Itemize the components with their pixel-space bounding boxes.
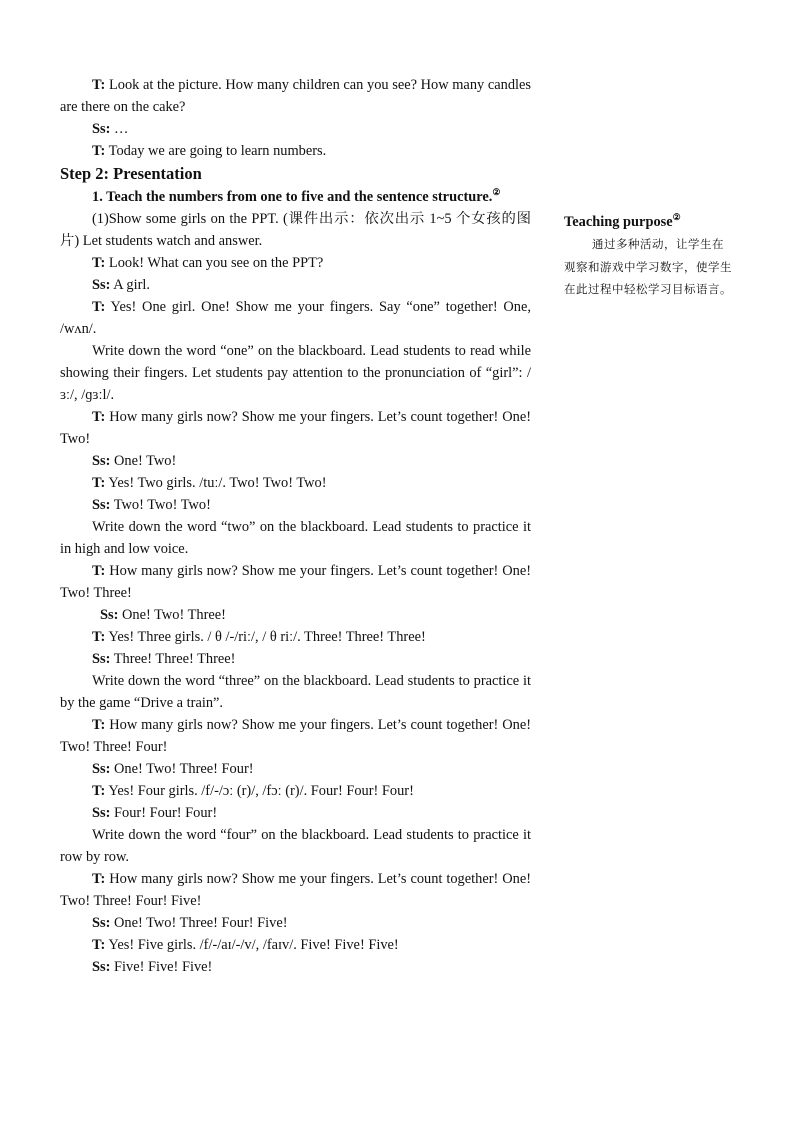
dialog-text: Two! Two! Two! bbox=[110, 497, 211, 513]
dialog-text: (1)Show some girls on the PPT. (课件出示：依次出示 1~5 个女孩的图片) Let students watch and answer. bbox=[60, 211, 531, 249]
dialog-line bbox=[60, 780, 531, 802]
speaker-label: T: bbox=[92, 717, 106, 733]
dialog-text: Yes! Two girls. /tuː/. Two! Two! Two! bbox=[105, 475, 327, 491]
speaker-label: T: bbox=[92, 783, 106, 799]
step-heading: Step 2: Presentation bbox=[60, 164, 202, 183]
dialog-text: Yes! Three girls. / θ /-/riː/, / θ riː/. Three! Three! Three! bbox=[105, 629, 426, 645]
dialog-line bbox=[60, 626, 531, 648]
dialog-text: Yes! Five girls. /f/-/aɪ/-/v/, /faɪv/. Five! Five! Five! bbox=[105, 937, 399, 953]
sidebar-title bbox=[564, 211, 734, 233]
dialog-text: Look! What can you see on the PPT? bbox=[105, 255, 324, 271]
dialog-line bbox=[60, 824, 531, 868]
speaker-label: T: bbox=[92, 299, 106, 315]
dialog-text: Four! Four! Four! bbox=[110, 805, 218, 821]
dialog-text: Write down the word “four” on the blackboard. Lead students to practice it row by row. bbox=[60, 827, 531, 865]
speaker-label: Ss: bbox=[92, 915, 111, 931]
sidebar-title-text: Teaching purpose bbox=[564, 214, 673, 230]
speaker-label: T: bbox=[92, 937, 106, 953]
dialog-line bbox=[60, 802, 531, 824]
dialog-line bbox=[60, 208, 531, 252]
speaker-label: Ss: bbox=[92, 453, 111, 469]
dialog-line bbox=[60, 670, 531, 714]
dialog-line bbox=[60, 118, 531, 140]
sub-heading-text: 1. Teach the numbers from one to five and the sentence structure. bbox=[92, 189, 493, 205]
dialog-line bbox=[60, 406, 531, 450]
dialog-text: One! Two! Three! Four! bbox=[110, 761, 254, 777]
dialog-text: Write down the word “two” on the blackboard. Lead students to practice it in high and low voice. bbox=[60, 519, 531, 557]
speaker-label: T: bbox=[92, 255, 106, 271]
speaker-label: Ss: bbox=[100, 607, 119, 623]
footnote-mark: ② bbox=[672, 212, 681, 223]
dialog-line bbox=[60, 450, 531, 472]
lesson-main-column bbox=[60, 74, 531, 978]
dialog-text: One! Two! Three! Four! Five! bbox=[110, 915, 288, 931]
dialog-text: Look at the picture. How many children can you see? How many candles are there on the cake? bbox=[60, 77, 531, 115]
dialog-text: Today we are going to learn numbers. bbox=[105, 143, 327, 159]
dialog-line bbox=[60, 560, 531, 604]
dialog-text: How many girls now? Show me your fingers. Let’s count together! One! Two! Three! bbox=[60, 563, 531, 601]
speaker-label: Ss: bbox=[92, 497, 111, 513]
dialog-line bbox=[60, 604, 531, 626]
dialog-text: How many girls now? Show me your fingers. Let’s count together! One! Two! Three! Four! bbox=[60, 717, 531, 755]
dialog-line bbox=[60, 472, 531, 494]
speaker-label: Ss: bbox=[92, 121, 111, 137]
speaker-label: T: bbox=[92, 409, 106, 425]
dialog-text: Yes! One girl. One! Show me your fingers. Say “one” together! One, /wʌn/. bbox=[60, 299, 531, 337]
sidebar-body: 通过多种活动，让学生在观察和游戏中学习数字，使学生在此过程中轻松学习目标语言。 bbox=[564, 237, 732, 296]
dialog-line bbox=[60, 296, 531, 340]
dialog-line bbox=[60, 758, 531, 780]
dialog-line bbox=[60, 494, 531, 516]
dialog-text: Write down the word “three” on the blackboard. Lead students to practice it by the game “Drive a train”. bbox=[60, 673, 531, 711]
speaker-label: T: bbox=[92, 629, 106, 645]
dialog-text: Write down the word “one” on the blackboard. Lead students to read while showing their fingers. Let students pay attention to the pronunciation of “girl”: /ɜː/, /ɡɜːl/. bbox=[60, 343, 531, 403]
dialog-line bbox=[60, 274, 531, 296]
dialog-line bbox=[60, 252, 531, 274]
dialog-text: … bbox=[110, 121, 129, 137]
dialog-line bbox=[60, 516, 531, 560]
dialog-text: One! Two! Three! bbox=[118, 607, 226, 623]
dialog-text: Five! Five! Five! bbox=[110, 959, 213, 975]
footnote-mark: ② bbox=[492, 187, 501, 198]
dialog-body bbox=[60, 208, 531, 978]
speaker-label: T: bbox=[92, 77, 106, 93]
dialog-line bbox=[60, 934, 531, 956]
dialog-line bbox=[60, 340, 531, 406]
speaker-label: Ss: bbox=[92, 761, 111, 777]
speaker-label: T: bbox=[92, 475, 106, 491]
dialog-line bbox=[60, 74, 531, 118]
dialog-text: Yes! Four girls. /f/-/ɔː (r)/, /fɔː (r)/. Four! Four! Four! bbox=[105, 783, 414, 799]
dialog-line bbox=[60, 868, 531, 912]
speaker-label: Ss: bbox=[92, 959, 111, 975]
speaker-label: T: bbox=[92, 143, 106, 159]
dialog-text: Three! Three! Three! bbox=[110, 651, 236, 667]
dialog-line bbox=[60, 140, 531, 162]
dialog-text: One! Two! bbox=[110, 453, 177, 469]
speaker-label: Ss: bbox=[92, 277, 111, 293]
sub-heading bbox=[60, 186, 531, 208]
speaker-label: Ss: bbox=[92, 651, 111, 667]
dialog-line bbox=[60, 956, 531, 978]
teaching-purpose-sidebar bbox=[564, 211, 734, 301]
dialog-line bbox=[60, 648, 531, 670]
speaker-label: Ss: bbox=[92, 805, 111, 821]
dialog-text: How many girls now? Show me your fingers. Let’s count together! One! Two! bbox=[60, 409, 531, 447]
dialog-line bbox=[60, 714, 531, 758]
dialog-text: A girl. bbox=[110, 277, 150, 293]
speaker-label: T: bbox=[92, 871, 106, 887]
dialog-text: How many girls now? Show me your fingers. Let’s count together! One! Two! Three! Four! Five! bbox=[60, 871, 531, 909]
dialog-line bbox=[60, 912, 531, 934]
speaker-label: T: bbox=[92, 563, 106, 579]
